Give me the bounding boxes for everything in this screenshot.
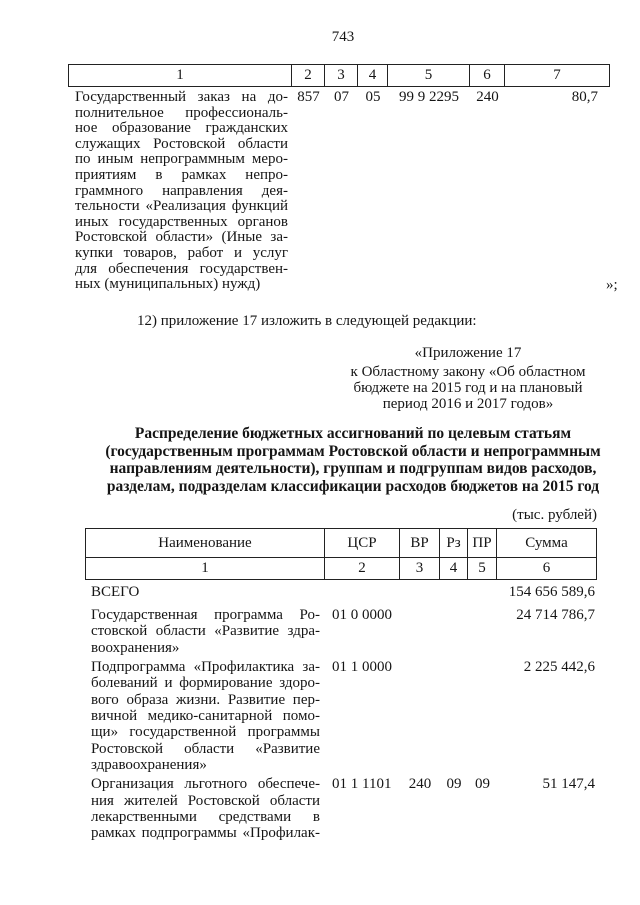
amount: 80,7	[571, 89, 598, 105]
column-number-cell: 6	[470, 65, 505, 86]
target-article-code: 01 1 0000	[332, 658, 392, 675]
table-row	[85, 604, 597, 656]
expense-type-code: 240	[476, 89, 499, 105]
table-body	[85, 580, 597, 842]
header-vr: ВР	[400, 529, 440, 557]
table-row	[85, 580, 597, 604]
column-number-cell: 5	[388, 65, 470, 86]
subsection-code	[468, 659, 497, 773]
header-name: Наименование	[85, 529, 325, 557]
row-name	[85, 584, 325, 600]
name-text-line: Организация льготного обеспече-	[91, 776, 320, 793]
target-article-code: 01 0 0000	[332, 606, 392, 623]
amendment-table	[68, 64, 610, 293]
column-number-cell: 1	[85, 558, 325, 579]
name-text-line: щи» государственной программы	[91, 724, 320, 741]
name-text-line: вичной медико-санитарной помо-	[91, 707, 320, 724]
amount: 2 225 442,6	[523, 658, 595, 675]
table-title-line: направлениям деятельности), группам и подгруппам видов расходов,	[109, 460, 597, 478]
header-rz: Рз	[440, 529, 468, 557]
name-text-line: вого образа жизни. Развитие пер-	[91, 691, 320, 708]
column-number-cell: 1	[68, 65, 292, 86]
row-name	[85, 607, 325, 656]
name-text-line: Государственный заказ на до-	[75, 89, 288, 105]
name-text-line: стовской области «Развитие здра-	[91, 623, 320, 640]
name-text-line: для обеспечения государствен-	[75, 260, 288, 277]
name-text-line: служащих Ростовской области	[75, 135, 288, 152]
subsection-code	[468, 584, 497, 600]
column-number-cell: 6	[497, 558, 597, 579]
expense-type-code: 240	[408, 776, 432, 793]
name-text-line: по иным непрограммным меро-	[75, 151, 288, 168]
name-text-line: Ростовской области» (Иные за-	[75, 229, 288, 246]
column-number-cell: 3	[325, 65, 358, 86]
name-text-line: полнительное профессиональ-	[75, 104, 288, 121]
target-article-code: 99 9 2295	[399, 89, 459, 105]
row-name	[85, 776, 325, 841]
column-number-cell: 5	[468, 558, 497, 579]
name-text-line: воохранения»	[91, 639, 180, 656]
units-note: (тыс. рублей)	[512, 507, 597, 523]
closing-quote-mark: »;	[606, 277, 618, 293]
appendix-heading	[348, 345, 588, 413]
row-name	[85, 659, 325, 773]
appendix-heading-line: к Областному закону «Об областном	[350, 363, 586, 380]
name-text-line: болеваний и формирование здоро-	[91, 675, 320, 692]
row-name	[68, 90, 292, 293]
name-text-line: тельности «Реализация функций	[75, 198, 288, 215]
header-csr: ЦСР	[325, 529, 400, 557]
name-text-line: ния жителей Ростовской области	[91, 792, 320, 809]
name-text-line: Государственная программа Ро-	[91, 606, 320, 623]
name-text-line: приятиям в рамках непро-	[75, 166, 288, 183]
ministry-code: 857	[297, 89, 320, 105]
table-header-row	[68, 64, 610, 87]
table-header-row	[85, 528, 597, 558]
appendix-heading-line: бюджете на 2015 год и на плановый	[353, 380, 583, 397]
expense-type-code	[400, 607, 440, 656]
table-row	[85, 656, 597, 773]
table-title	[78, 425, 628, 496]
header-pr: ПР	[468, 529, 497, 557]
column-number-cell: 4	[358, 65, 388, 86]
section-code	[440, 584, 468, 600]
amount: 24 714 786,7	[516, 606, 595, 623]
subsection-code	[468, 607, 497, 656]
appendix-heading-line: период 2016 и 2017 годов»	[382, 396, 554, 413]
name-text-line: ное образование гражданских	[75, 120, 288, 137]
column-number-cell: 4	[440, 558, 468, 579]
section-code: 07	[334, 89, 349, 105]
column-number-cell: 3	[400, 558, 440, 579]
column-number-cell: 7	[505, 65, 610, 86]
table-title-line: разделам, подразделам классификации расходов бюджетов на 2015 год	[106, 478, 600, 496]
column-number-cell: 2	[325, 558, 400, 579]
name-text-line: купки товаров, работ и услуг	[75, 244, 288, 261]
target-article-code	[325, 584, 400, 600]
amount: 154 656 589,6	[508, 584, 595, 600]
section-code	[440, 659, 468, 773]
section-code	[440, 607, 468, 656]
expense-type-code	[400, 659, 440, 773]
table-title-line: Распределение бюджетных ассигнований по целевым статьям	[134, 425, 572, 442]
name-text-line: Подпрограмма «Профилактика за-	[91, 658, 320, 675]
expense-type-code	[400, 584, 440, 600]
name-text-line: Ростовской области «Развитие	[91, 740, 320, 757]
name-text-line: ных (муниципальных) нужд)	[75, 276, 261, 293]
name-text-line: граммного направления дея-	[75, 182, 288, 199]
column-number-row	[85, 558, 597, 580]
name-text-line: рамках подпрограммы «Профилак-	[91, 825, 320, 842]
name-text-line: здравоохранения»	[91, 756, 207, 773]
column-number-cell: 2	[292, 65, 325, 86]
target-article-code: 01 1 1101	[332, 776, 392, 793]
subsection-code: 09	[475, 776, 490, 793]
table-row	[85, 773, 597, 841]
name-text-line: иных государственных органов	[75, 213, 288, 230]
section-code: 09	[446, 776, 462, 793]
amount: 51 147,4	[542, 776, 595, 793]
amendment-instruction: 12) приложение 17 изложить в следующей редакции:	[137, 313, 477, 329]
name-text-line: ВСЕГО	[91, 584, 140, 600]
name-text-line: лекарственными средствами в	[91, 808, 320, 825]
header-sum: Сумма	[497, 529, 597, 557]
page-number: 743	[331, 29, 355, 45]
subsection-code: 05	[365, 89, 381, 105]
table-title-line: (государственным программам Ростовской области и непрограммным	[105, 442, 601, 460]
table-row	[68, 87, 610, 293]
budget-table	[85, 528, 597, 842]
appendix-heading-line: «Приложение 17	[414, 345, 522, 361]
